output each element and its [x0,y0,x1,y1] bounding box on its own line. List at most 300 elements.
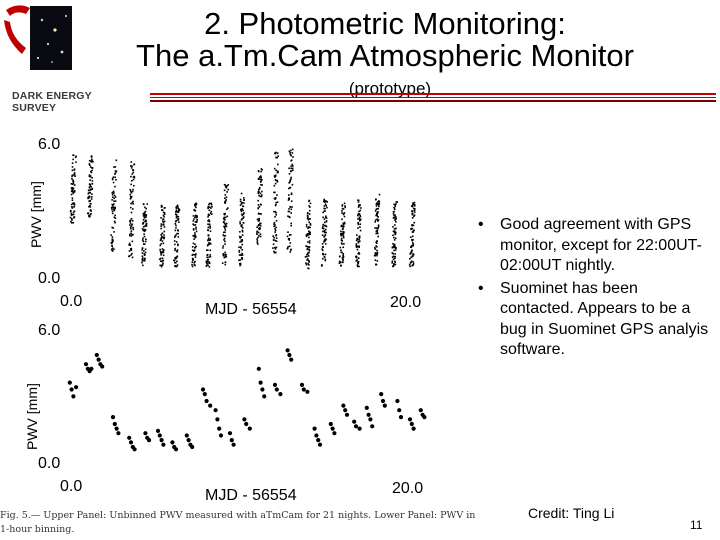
data-point [72,188,74,190]
data-point [411,261,413,263]
data-point [195,207,197,209]
data-point [92,180,94,182]
data-point [91,160,93,162]
data-point [288,199,290,201]
data-point [196,215,198,217]
data-point [113,422,117,426]
data-point [339,262,341,264]
data-point [290,165,292,167]
data-point [374,221,376,223]
data-point [208,259,210,261]
data-point [143,222,145,224]
data-point [341,242,343,244]
data-point [392,235,394,237]
data-point [324,256,326,258]
data-point [133,229,135,231]
data-point [241,203,243,205]
data-point [324,210,326,212]
data-point [130,176,132,178]
data-point [219,433,223,437]
note-text: Good agreement with GPS monitor, except for 22:00UT-02:00UT nightly. [500,216,702,274]
data-point [275,170,277,172]
data-point [411,245,413,247]
data-point [242,254,244,256]
data-point [224,231,226,233]
data-point [208,226,210,228]
data-point [174,447,178,451]
data-point [345,413,349,417]
data-point [175,221,177,223]
data-point [74,385,78,389]
data-point [208,262,210,264]
data-point [344,203,346,205]
upper-panel-plot [58,136,438,286]
data-point [130,165,132,167]
data-point [306,264,308,266]
data-point [305,262,307,264]
data-point [368,417,372,421]
data-point [290,168,292,170]
data-point [343,233,345,235]
lower-panel-xmax-label: 20.0 [392,480,424,497]
data-point [129,250,131,252]
data-point [192,246,194,248]
data-point [163,216,165,218]
data-point [394,234,396,236]
data-point [344,223,346,225]
data-point [344,216,346,218]
data-point [142,223,144,225]
data-point [71,190,73,192]
data-point [377,229,379,231]
data-point [339,256,341,258]
data-point [142,239,144,241]
data-point [143,250,145,252]
data-point [365,406,369,410]
data-point [90,171,92,173]
data-point [275,227,277,229]
data-point [73,206,75,208]
data-point [177,244,179,246]
data-point [203,392,207,396]
data-point [89,174,91,176]
data-point [412,265,414,267]
data-point [129,194,131,196]
data-point [325,225,327,227]
data-point [100,364,104,368]
data-point [193,243,195,245]
data-point [356,245,358,247]
data-point [395,264,397,266]
data-point [276,180,278,182]
data-point [89,367,93,371]
data-point [241,239,243,241]
des-logo-text [12,90,92,114]
data-point [226,223,228,225]
night-points-9 [206,203,213,268]
data-point [260,204,262,206]
data-point [160,225,162,227]
data-point [131,235,133,237]
data-point [290,225,292,227]
night-points-13 [272,152,279,254]
data-point [394,209,396,211]
data-point [112,250,114,252]
data-point [290,155,292,157]
data-point [356,259,358,261]
data-point [358,263,360,265]
data-point [193,215,195,217]
data-point [72,197,74,199]
data-point [258,220,260,222]
data-point [286,348,290,352]
data-point [163,212,165,214]
data-point [258,232,260,234]
data-point [174,265,176,267]
data-point [175,227,177,229]
night-points-2 [87,155,94,217]
data-point [112,236,114,238]
data-point [144,207,146,209]
data-point [227,207,229,209]
data-point [160,251,162,253]
data-point [208,237,210,239]
data-point [273,251,275,253]
data-point [209,214,211,216]
data-point [240,201,242,203]
data-point [116,431,120,435]
data-point [164,213,166,215]
data-point [72,170,74,172]
data-point [343,253,345,255]
data-point [376,208,378,210]
data-point [341,404,345,408]
figure-caption-line1: Fig. 5.— Upper Panel: Unbinned PWV measured with aTmCam for 21 nights. Lower Panel: PWV in [0,510,476,521]
data-point [163,243,165,245]
data-point [194,244,196,246]
data-point [344,207,346,209]
data-point [92,183,94,185]
data-point [132,201,134,203]
data-point [178,236,180,238]
night-points-11 [238,193,245,267]
data-point [132,227,134,229]
data-point [275,176,277,178]
data-point [241,224,243,226]
data-point [227,216,229,218]
data-point [223,218,225,220]
data-point [226,187,228,189]
notes-list [478,215,714,363]
data-point [232,443,236,447]
data-point [244,422,248,426]
data-point [145,217,147,219]
data-point [342,247,344,249]
data-point [225,194,227,196]
data-point [131,249,133,251]
data-point [352,420,356,424]
data-point [111,199,113,201]
data-point [175,230,177,232]
data-point [324,218,326,220]
data-point [162,209,164,211]
data-point [207,261,209,263]
data-point [71,178,73,180]
data-point [309,242,311,244]
data-point [291,209,293,211]
data-point [90,214,92,216]
data-point [309,210,311,212]
data-point [322,253,324,255]
data-point [277,172,279,174]
data-point [260,184,262,186]
data-point [324,232,326,234]
data-point [174,240,176,242]
data-point [256,238,258,240]
data-point [329,422,333,426]
data-point [321,265,323,267]
data-point [292,184,294,186]
data-point [131,248,133,250]
data-point [240,259,242,261]
data-point [292,170,294,172]
data-point [358,201,360,203]
data-point [289,180,291,182]
data-point [359,237,361,239]
data-point [258,235,260,237]
data-point [222,247,224,249]
data-point [341,226,343,228]
data-point [208,256,210,258]
data-point [376,205,378,207]
data-point [192,266,194,268]
data-point [309,206,311,208]
data-point [164,231,166,233]
data-point [89,179,91,181]
data-point [193,228,195,230]
credit-text: Credit: Ting Li [528,505,615,521]
data-point [292,164,294,166]
data-point [275,202,277,204]
data-point [161,265,163,267]
data-point [342,262,344,264]
data-point [308,219,310,221]
data-point [309,232,311,234]
data-point [194,262,196,264]
data-point [274,231,276,233]
data-point [392,226,394,228]
data-point [128,256,130,258]
data-point [290,234,292,236]
data-point [116,160,118,162]
data-point [72,190,74,192]
data-point [73,214,75,216]
data-point [192,223,194,225]
data-point [377,233,379,235]
data-point [239,265,241,267]
data-point [356,240,358,242]
data-point [395,218,397,220]
data-point [243,222,245,224]
data-point [257,219,259,221]
upper-panel-marks [70,149,416,270]
slide-subtitle: (prototype) [348,79,432,98]
data-point [331,427,335,431]
data-point [191,264,193,266]
data-point [177,251,179,253]
data-point [89,187,91,189]
data-point [273,243,275,245]
data-point [410,229,412,231]
data-point [223,221,225,223]
data-point [409,258,411,260]
data-point [291,200,293,202]
data-point [412,255,414,257]
data-point [71,218,73,220]
data-point [340,250,342,252]
data-point [141,249,143,251]
night-points-7 [173,205,180,268]
slide-title-line2: The a.Tm.Cam Atmospheric Monitor [136,38,634,73]
data-point [142,252,144,254]
data-point [393,247,395,249]
data-point [227,189,229,191]
data-point [277,164,279,166]
data-point [394,214,396,216]
data-point [193,220,195,222]
data-point [412,242,414,244]
data-point [133,185,135,187]
data-point [370,424,374,428]
data-point [376,264,378,266]
data-point [258,171,260,173]
data-point [343,408,347,412]
data-point [375,253,377,255]
upper-panel-ymin-label: 0.0 [38,270,61,287]
data-point [160,240,162,242]
data-point [340,261,342,263]
data-point [243,197,245,199]
data-point [276,247,278,249]
data-point [75,156,77,158]
data-point [113,182,115,184]
data-point [208,235,210,237]
data-point [272,247,274,249]
data-point [88,216,90,218]
data-point [258,225,260,227]
data-point [192,261,194,263]
data-point [143,431,147,435]
data-point [307,241,309,243]
data-point [89,183,91,185]
data-point [322,226,324,228]
data-point [289,358,293,362]
data-point [291,206,293,208]
data-point [143,226,145,228]
data-point [395,203,397,205]
data-point [111,204,113,206]
data-point [326,207,328,209]
data-point [273,237,275,239]
data-point [162,263,164,265]
data-point [358,239,360,241]
data-point [308,221,310,223]
lower-panel-xlabel: MJD - 56554 [205,487,297,504]
data-point [163,222,165,224]
night-points-12 [256,168,263,245]
data-point [175,257,177,259]
data-point [358,245,360,247]
data-point [258,218,260,220]
data-point [305,245,307,247]
data-point [358,213,360,215]
data-point [112,213,114,215]
data-point [92,188,94,190]
data-point [162,258,164,260]
data-point [239,241,241,243]
data-point [72,175,74,177]
data-point [243,202,245,204]
data-point [395,206,397,208]
data-point [325,229,327,231]
data-point [260,387,264,391]
data-point [325,205,327,207]
data-point [132,169,134,171]
data-point [377,260,379,262]
data-point [178,208,180,210]
data-point [256,227,258,229]
header-rule-middle [150,97,716,98]
data-point [292,152,294,154]
data-point [243,212,245,214]
data-point [112,194,114,196]
data-point [307,215,309,217]
data-point [130,207,132,209]
data-point [399,415,403,419]
data-point [170,440,174,444]
data-point [241,253,243,255]
data-point [411,250,413,252]
data-point [127,436,131,440]
data-point [131,230,133,232]
data-point [375,215,377,217]
data-point [340,252,342,254]
data-point [162,221,164,223]
data-point [290,171,292,173]
data-point [342,259,344,261]
data-point [206,257,208,259]
data-point [342,204,344,206]
des-logo [0,0,72,80]
data-point [307,213,309,215]
data-point [241,249,243,251]
data-point [379,203,381,205]
data-point [393,237,395,239]
note-text: Suominet has been contacted. Appears to be a bug in Suominet GPS analyis software. [500,279,709,358]
data-point [195,203,197,205]
data-point [395,228,397,230]
data-point [276,237,278,239]
data-point [413,215,415,217]
data-point [217,427,221,431]
data-point [209,239,211,241]
data-point [358,200,360,202]
data-point [90,206,92,208]
data-point [357,218,359,220]
data-point [89,196,91,198]
data-point [142,247,144,249]
data-point [132,257,134,259]
